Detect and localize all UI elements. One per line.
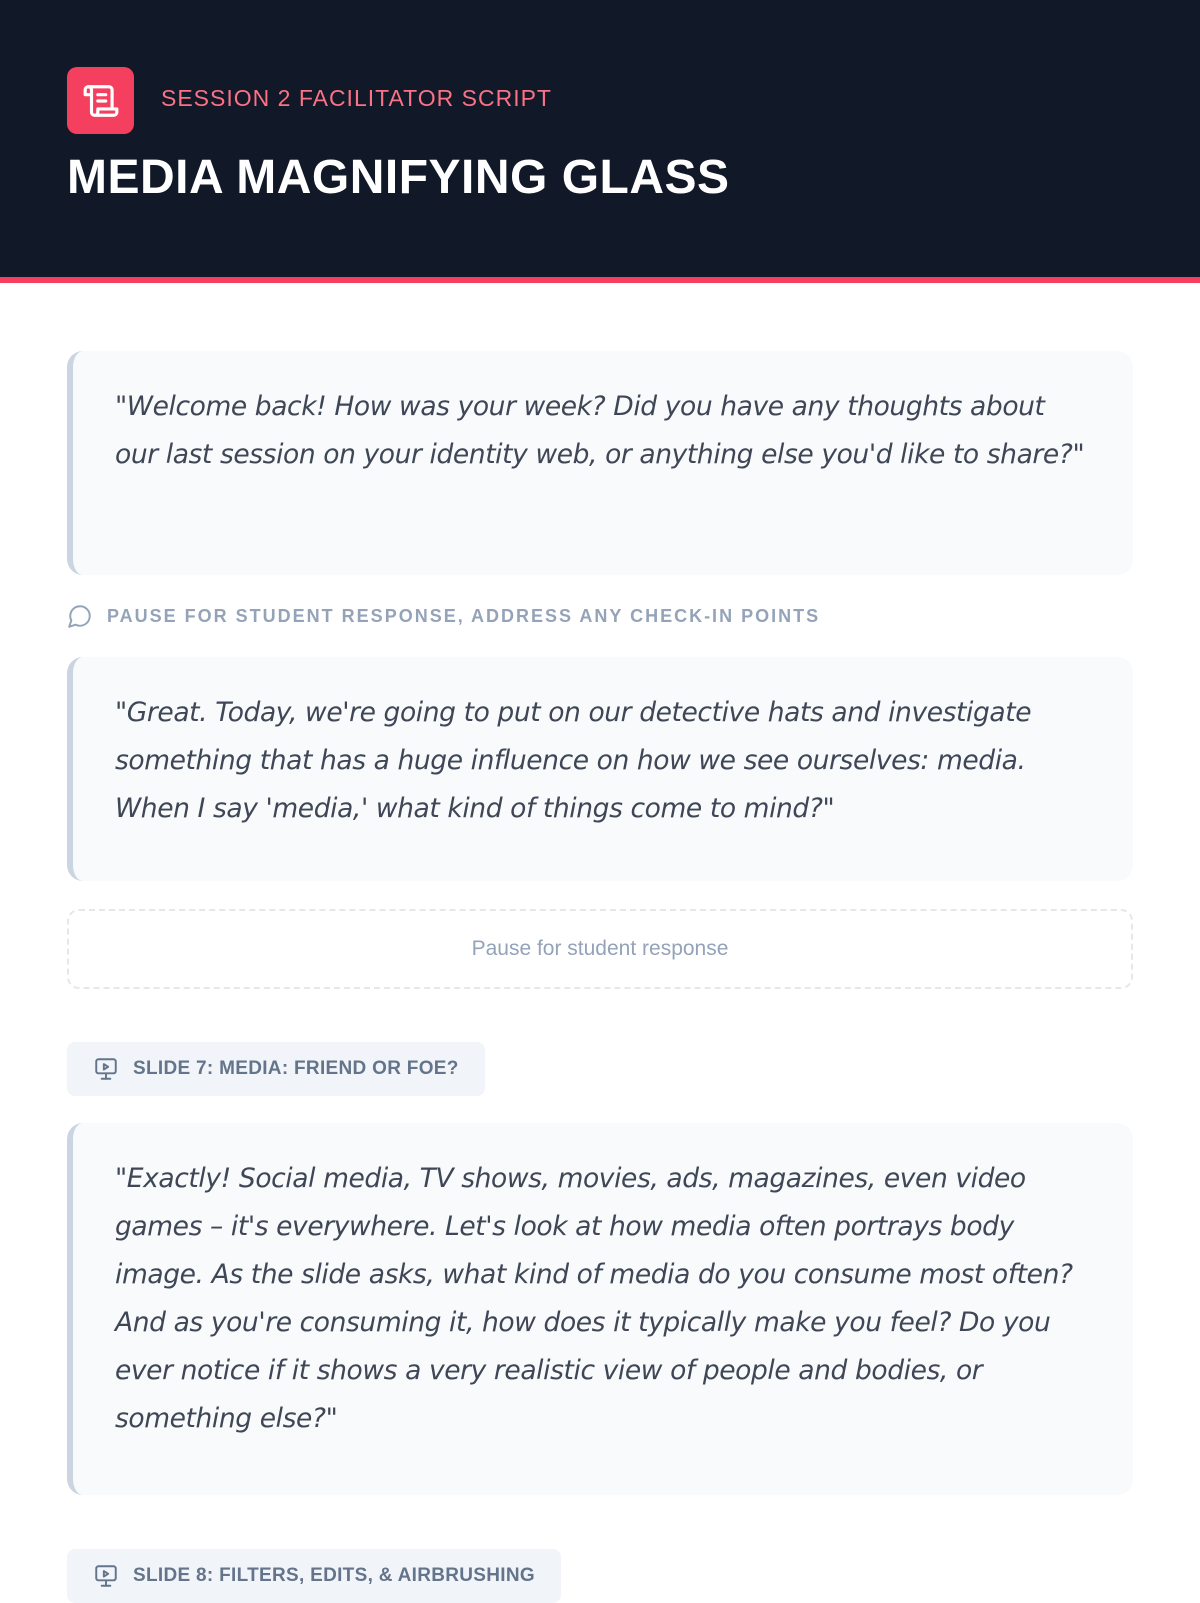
slide-marker — [67, 1042, 485, 1096]
script-quote — [67, 351, 1133, 575]
session-label: SESSION 2 FACILITATOR SCRIPT — [161, 85, 552, 111]
slide-label: SLIDE 8: FILTERS, EDITS, & AIRBRUSHING — [133, 1565, 535, 1586]
presentation-icon — [93, 1563, 119, 1589]
facilitator-note-text: PAUSE FOR STUDENT RESPONSE, ADDRESS ANY CHECK-IN POINTS — [107, 605, 821, 626]
slide-marker — [67, 1549, 561, 1603]
script-quote — [67, 657, 1133, 881]
quote-text: "Welcome back! How was your week? Did you have any thoughts about our last session on your identity web, or anything else you'd like to share?" — [115, 391, 1085, 470]
script-quote — [67, 1123, 1133, 1495]
quote-text: "Great. Today, we're going to put on our detective hats and investigate something that has a huge influence on how we see ourselves: media. When I say 'media,' what kind of things come to mind?" — [115, 697, 1032, 824]
quote-text: "Exactly! Social media, TV shows, movies, ads, magazines, even video games – it's everywhere. Let's look at how media often portrays body image. As the slide asks, what kind of media do you consume most often? And as you're consuming it, how does it typically make you feel? Do you ever notice if it shows a very realistic view of people and bodies, or something else?" — [115, 1163, 1073, 1434]
slide-label: SLIDE 7: MEDIA: FRIEND OR FOE? — [133, 1058, 459, 1079]
scroll-icon — [67, 67, 134, 134]
pause-placeholder-text: Pause for student response — [471, 937, 729, 960]
page-header — [0, 0, 1200, 283]
pause-placeholder — [67, 909, 1133, 989]
page-title: MEDIA MAGNIFYING GLASS — [67, 151, 730, 204]
presentation-icon — [93, 1056, 119, 1082]
facilitator-note — [67, 603, 820, 629]
speech-bubble-icon — [67, 603, 93, 629]
